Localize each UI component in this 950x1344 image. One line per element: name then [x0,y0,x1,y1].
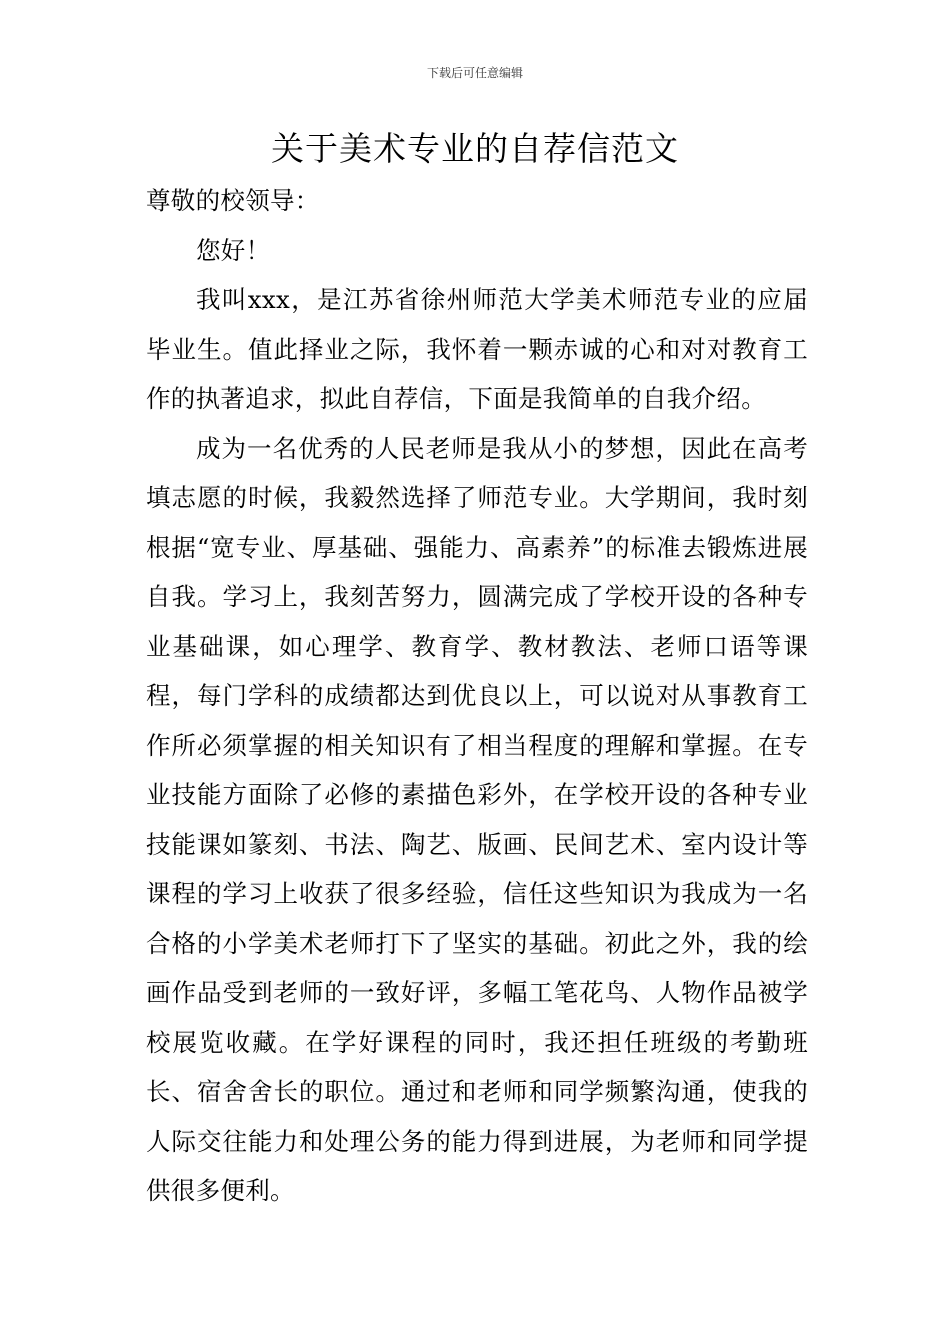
letter-body [146,176,808,1216]
header-note: 下载后可任意编辑 [426,66,523,80]
paragraph-intro: 我叫xxx，是江苏省徐州师范大学美术师范专业的应届毕业生。值此择业之际，我怀着一颗赤诚的心和对对教育工作的执著追求，拟此自荐信，下面是我简单的自我介绍。 [146,285,808,413]
salutation: 尊敬的校领导： [146,186,320,215]
greeting: 您好！ [196,235,271,265]
paragraph-education: 成为一名优秀的人民老师是我从小的梦想，因此在高考填志愿的时候，我毅然选择了师范专业。大学期间，我时刻根据“宽专业、厚基础、强能力、高素养”的标准去锻炼进展自我。学习上，我刻苦努力，圆满完成了学校开设的各种专业基础课，如心理学、教育学、教材教法、老师口语等课程，每门学科的成绩都达到优良以上，可以说对从事教育工作所必须掌握的相关知识有了相当程度的理解和掌握。在专业技能方面除了必修的素描色彩外，在学校开设的各种专业技能课如篆刻、书法、陶艺、版画、民间艺术、室内设计等课程的学习上收获了很多经验，信任这些知识为我成为一名合格的小学美术老师打下了坚实的基础。初此之外，我的绘画作品受到老师的一致好评，多幅工笔花鸟、人物作品被学校展览收藏。在学好课程的同时，我还担任班级的考勤班长、宿舍舍长的职位。通过和老师和同学频繁沟通，使我的人际交往能力和处理公务的能力得到进展，为老师和同学提供很多便利。 [146,433,808,1205]
document-title: 关于美术专业的自荐信范文 [271,129,679,168]
